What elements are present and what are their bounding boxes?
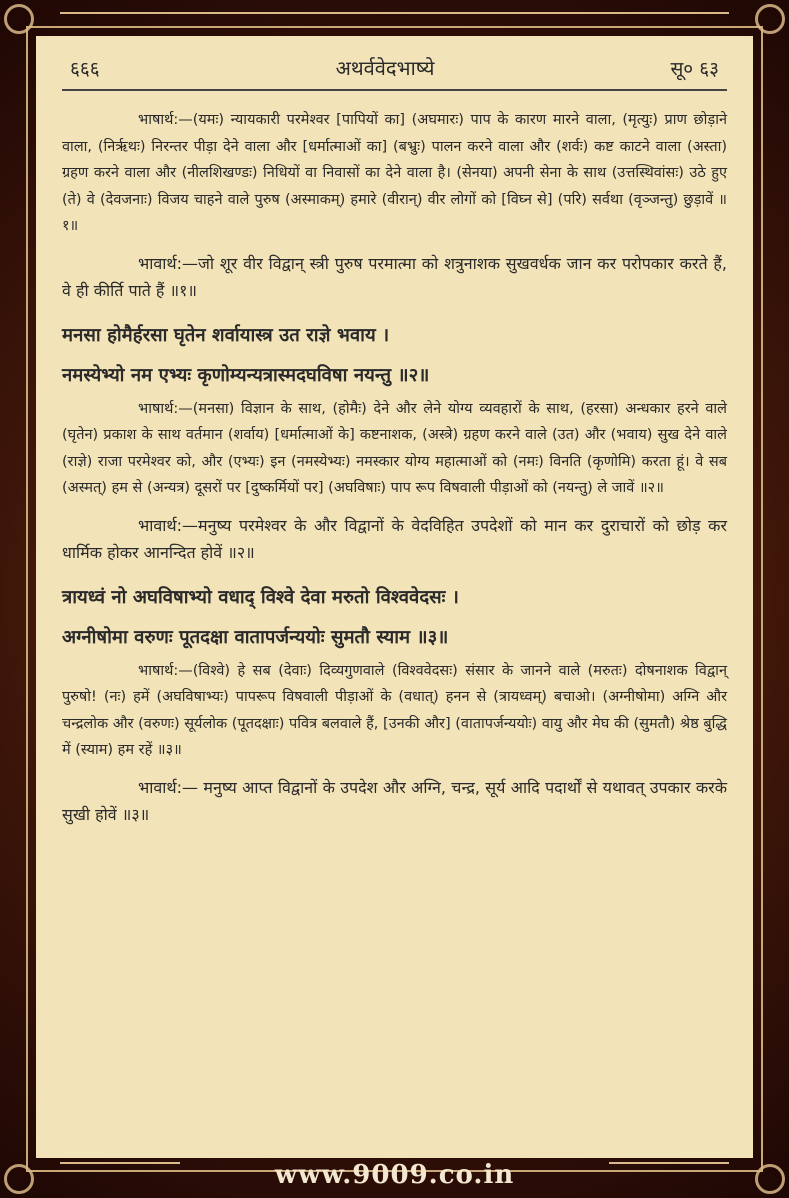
page-number: ६६६ xyxy=(70,57,100,80)
page-header xyxy=(62,54,727,91)
page xyxy=(36,36,753,1158)
bhasharth-paragraph: भाषार्थ:—(विश्वे) हे सब (देवाः) दिव्यगुणवाले (विश्ववेदसः) संसार के जानने वाले (मरुतः) दोषनाशक विद्वान् पुरुषो! (नः) हमें (अघविषाभ्यः) पापरूप विषवाली पीड़ाओं के (वधात्) हनन से (त्रायध्वम्) बचाओ। (अग्नीषोमा) अग्नि और चन्द्रलोक और (वरुणः) सूर्यलोक (पूतदक्षाः) पवित्र बलवाले हैं, [उनकी और] (वातापर्जन्ययोः) वायु और मेघ की (सुमतौ) श्रेष्ठ बुद्धि में (स्याम) हम रहें ॥३॥ xyxy=(62,662,727,758)
top-scroll-ornament xyxy=(60,12,729,14)
mantra-line: मनसा होमैर्हरसा घृतेन शर्वायास्त्र उत राज्ञे भवाय । xyxy=(62,324,390,346)
bhavartha-paragraph: भावार्थ:—मनुष्य परमेश्वर के और विद्वानों के वेदविहित उपदेशों को मान कर दुराचारों को छोड़ कर धार्मिक होकर आनन्दित होवें ॥२॥ xyxy=(62,515,727,562)
page-content xyxy=(62,107,727,828)
website-footer: www.9009.co.in xyxy=(274,1160,515,1190)
bhavartha-paragraph: भावार्थ:— मनुष्य आप्त विद्वानों के उपदेश और अग्नि, चन्द्र, सूर्य आदि पदार्थों से यथावत् उपकार करके सुखी होवें ॥३॥ xyxy=(62,777,727,824)
corner-ornament-top-right xyxy=(755,4,785,34)
sukta-number: सू० ६३ xyxy=(670,57,719,80)
book-title: अथर्ववेदभाष्ये xyxy=(335,56,435,80)
corner-ornament-top-left xyxy=(4,4,34,34)
mantra-line: नमस्येभ्यो नम एभ्यः कृणोम्यन्यत्रास्मदघविषा नयन्तु ॥२॥ xyxy=(62,364,430,386)
bhavartha-paragraph: भावार्थ:—जो शूर वीर विद्वान् स्त्री पुरुष परमात्मा को शत्रुनाशक सुखवर्धक जान कर परोपकार करते हैं, वे ही कीर्ति पाते हैं ॥१॥ xyxy=(62,253,727,300)
bhasharth-paragraph: भाषार्थ:—(यमः) न्यायकारी परमेश्वर [पापियों का] (अघमारः) पाप के कारण मारने वाला, (मृत्युः) प्राण छोड़ाने वाला, (निर्ऋथः) निरन्तर पीड़ा देने वाला और [धर्मात्माओं का] (बभ्रुः) पालन करने वाला और (शर्वः) कष्ट काटने वाला (अस्ता) ग्रहण करने वाला और (नीलशिखण्डः) निधियों वा निवासों का देने वाला है। (सेनया) अपनी सेना के साथ (उत्तस्थिवांसः) उठे हुए (ते) वे (देवजनाः) विजय चाहने वाले पुरुष (अस्माकम्) हमारे (वीरान्) वीर लोगों को [विघ्न से] (परि) सर्वथा (वृञ्जन्तु) छुड़ावें ॥१॥ xyxy=(62,112,727,234)
mantra-line: त्रायध्वं नो अघविषाभ्यो वधाद् विश्वे देवा मरुतो विश्ववेदसः । xyxy=(62,586,459,608)
bhasharth-paragraph: भाषार्थ:—(मनसा) विज्ञान के साथ, (होमैः) देने और लेने योग्य व्यवहारों के साथ, (हरसा) अन्धकार हरने वाले (घृतेन) प्रकाश के साथ वर्तमान (शर्वाय) [धर्मात्माओं के] कष्टनाशक, (अस्त्रे) ग्रहण करने वाले (उत) और (भवाय) सुख देने वाले (राज्ञे) राजा परमेश्वर को, और (एभ्यः) इन (नमस्येभ्यः) नमस्कार योग्य महात्माओं को (नमः) विनति (कृणोमि) करता हूं। वे सब (अस्मत्) हम से (अन्यत्र) दूसरों पर [दुष्कर्मियों पर] (अघविषाः) पाप रूप विषवाली पीड़ाओं को (नयन्तु) ले जावें ॥२॥ xyxy=(62,400,727,496)
mantra-line: अग्नीषोमा वरुणः पूतदक्षा वातापर्जन्ययोः सुमतौ स्याम ॥३॥ xyxy=(62,626,449,648)
